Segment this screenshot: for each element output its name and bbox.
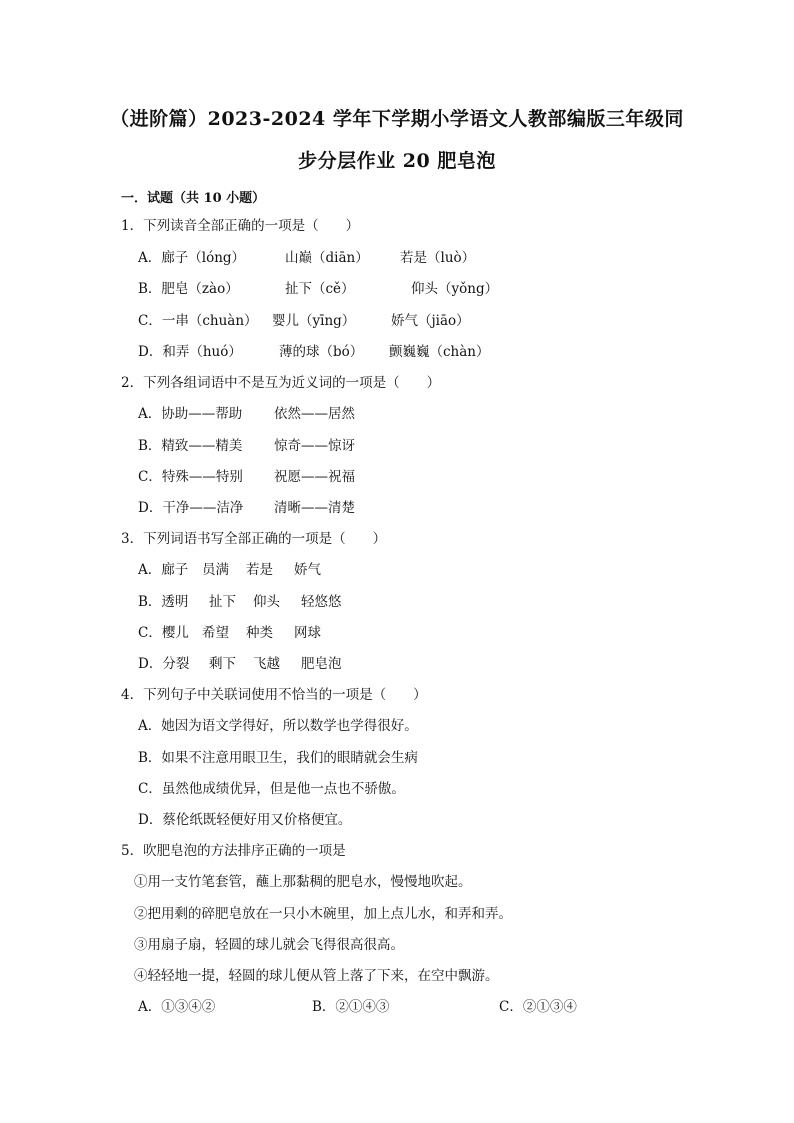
option-c-pair-2: 祝愿——祝福 bbox=[274, 469, 355, 485]
option-d-item-3: 颤巍巍（chàn） bbox=[389, 344, 490, 360]
document-title-line-2: 步分层作业 20 肥皂泡 bbox=[298, 150, 496, 172]
option-b-item-2: 扯下（cě） bbox=[285, 281, 355, 297]
option-b-item-1: B．肥皂（zào） bbox=[138, 281, 239, 297]
option-d-item-2: 薄的球（bó） bbox=[279, 344, 364, 360]
option-a-item-1: A．廊子（lóng） bbox=[138, 250, 246, 266]
option-a-word-1: A．廊子 bbox=[138, 562, 189, 578]
option-c-item-2: 婴儿（yīng） bbox=[272, 313, 356, 329]
option-c-pair-1: C．特殊——特别 bbox=[138, 469, 243, 485]
option-a-word-4: 娇气 bbox=[294, 562, 321, 578]
option-b-word-1: B．透明 bbox=[138, 594, 189, 610]
option-b-word-2: 扯下 bbox=[209, 594, 236, 610]
option-a-pair-1: A．协助——帮助 bbox=[138, 406, 243, 422]
option-c-word-4: 网球 bbox=[294, 625, 321, 641]
question-4-option-b[interactable]: B．如果不注意用眼卫生，我们的眼睛就会生病 bbox=[138, 750, 418, 766]
question-4-option-a[interactable]: A．她因为语文学得好，所以数学也学得很好。 bbox=[138, 718, 418, 734]
option-c-word-2: 希望 bbox=[202, 625, 229, 641]
option-a-word-2: 员满 bbox=[202, 562, 229, 578]
option-d-word-2: 剩下 bbox=[209, 656, 236, 672]
option-b-pair-1: B．精致——精美 bbox=[138, 438, 243, 454]
question-5-option-c[interactable]: C．②①③④ bbox=[499, 999, 577, 1015]
question-5-sentence-2: ②把用剩的碎肥皂放在一只小木碗里，加上点儿水，和弄和弄。 bbox=[134, 906, 512, 922]
question-5-sentence-1: ①用一支竹笔套管，蘸上那黏稠的肥皂水，慢慢地吹起。 bbox=[134, 874, 472, 890]
question-2-stem: 2．下列各组词语中不是互为近义词的一项是（ ） bbox=[121, 375, 441, 391]
option-a-item-3: 若是（luò） bbox=[400, 250, 476, 266]
option-b-word-3: 仰头 bbox=[253, 594, 280, 610]
option-d-word-3: 飞越 bbox=[253, 656, 280, 672]
question-3-stem: 3．下列词语书写全部正确的一项是（ ） bbox=[121, 531, 387, 547]
option-d-word-4: 肥皂泡 bbox=[301, 656, 342, 672]
option-d-item-1: D．和弄（huó） bbox=[138, 344, 242, 360]
option-c-word-3: 种类 bbox=[246, 625, 273, 641]
question-4-option-c[interactable]: C．虽然他成绩优异，但是他一点也不骄傲。 bbox=[138, 781, 405, 797]
option-d-pair-1: D．干净——洁净 bbox=[138, 500, 244, 516]
question-5-sentence-3: ③用扇子扇，轻圆的球儿就会飞得很高很高。 bbox=[134, 937, 404, 953]
question-4-stem: 4．下列句子中关联词使用不恰当的一项是（ ） bbox=[121, 687, 427, 703]
option-a-word-3: 若是 bbox=[246, 562, 273, 578]
section-heading: 一．试题（共 10 小题） bbox=[121, 191, 266, 206]
option-c-item-3: 娇气（jiāo） bbox=[391, 313, 470, 329]
question-4-option-d[interactable]: D．蔡伦纸既轻便好用又价格便宜。 bbox=[138, 812, 352, 828]
option-a-pair-2: 依然——居然 bbox=[274, 406, 355, 422]
question-5-sentence-4: ④轻轻地一提，轻圆的球儿便从管上落了下来，在空中飘游。 bbox=[134, 968, 499, 984]
question-5-stem: 5．吹肥皂泡的方法排序正确的一项是 bbox=[121, 843, 346, 859]
question-1-stem: 1．下列读音全部正确的一项是（ ） bbox=[121, 218, 360, 234]
option-b-word-4: 轻悠悠 bbox=[301, 594, 342, 610]
question-5-option-b[interactable]: B．②①④③ bbox=[312, 999, 390, 1015]
option-d-pair-2: 清晰——清楚 bbox=[274, 500, 355, 516]
option-b-pair-2: 惊奇——惊讶 bbox=[274, 438, 355, 454]
question-5-option-a[interactable]: A．①③④② bbox=[138, 999, 216, 1015]
document-title-line-1: （进阶篇）2023-2024 学年下学期小学语文人教部编版三年级同 bbox=[110, 108, 684, 130]
option-c-item-1: C．一串（chuàn） bbox=[138, 313, 258, 329]
option-a-item-2: 山巅（diān） bbox=[285, 250, 369, 266]
option-c-word-1: C．樱儿 bbox=[138, 625, 189, 641]
option-b-item-3: 仰头（yǒng） bbox=[411, 281, 499, 297]
option-d-word-1: D．分裂 bbox=[138, 656, 190, 672]
